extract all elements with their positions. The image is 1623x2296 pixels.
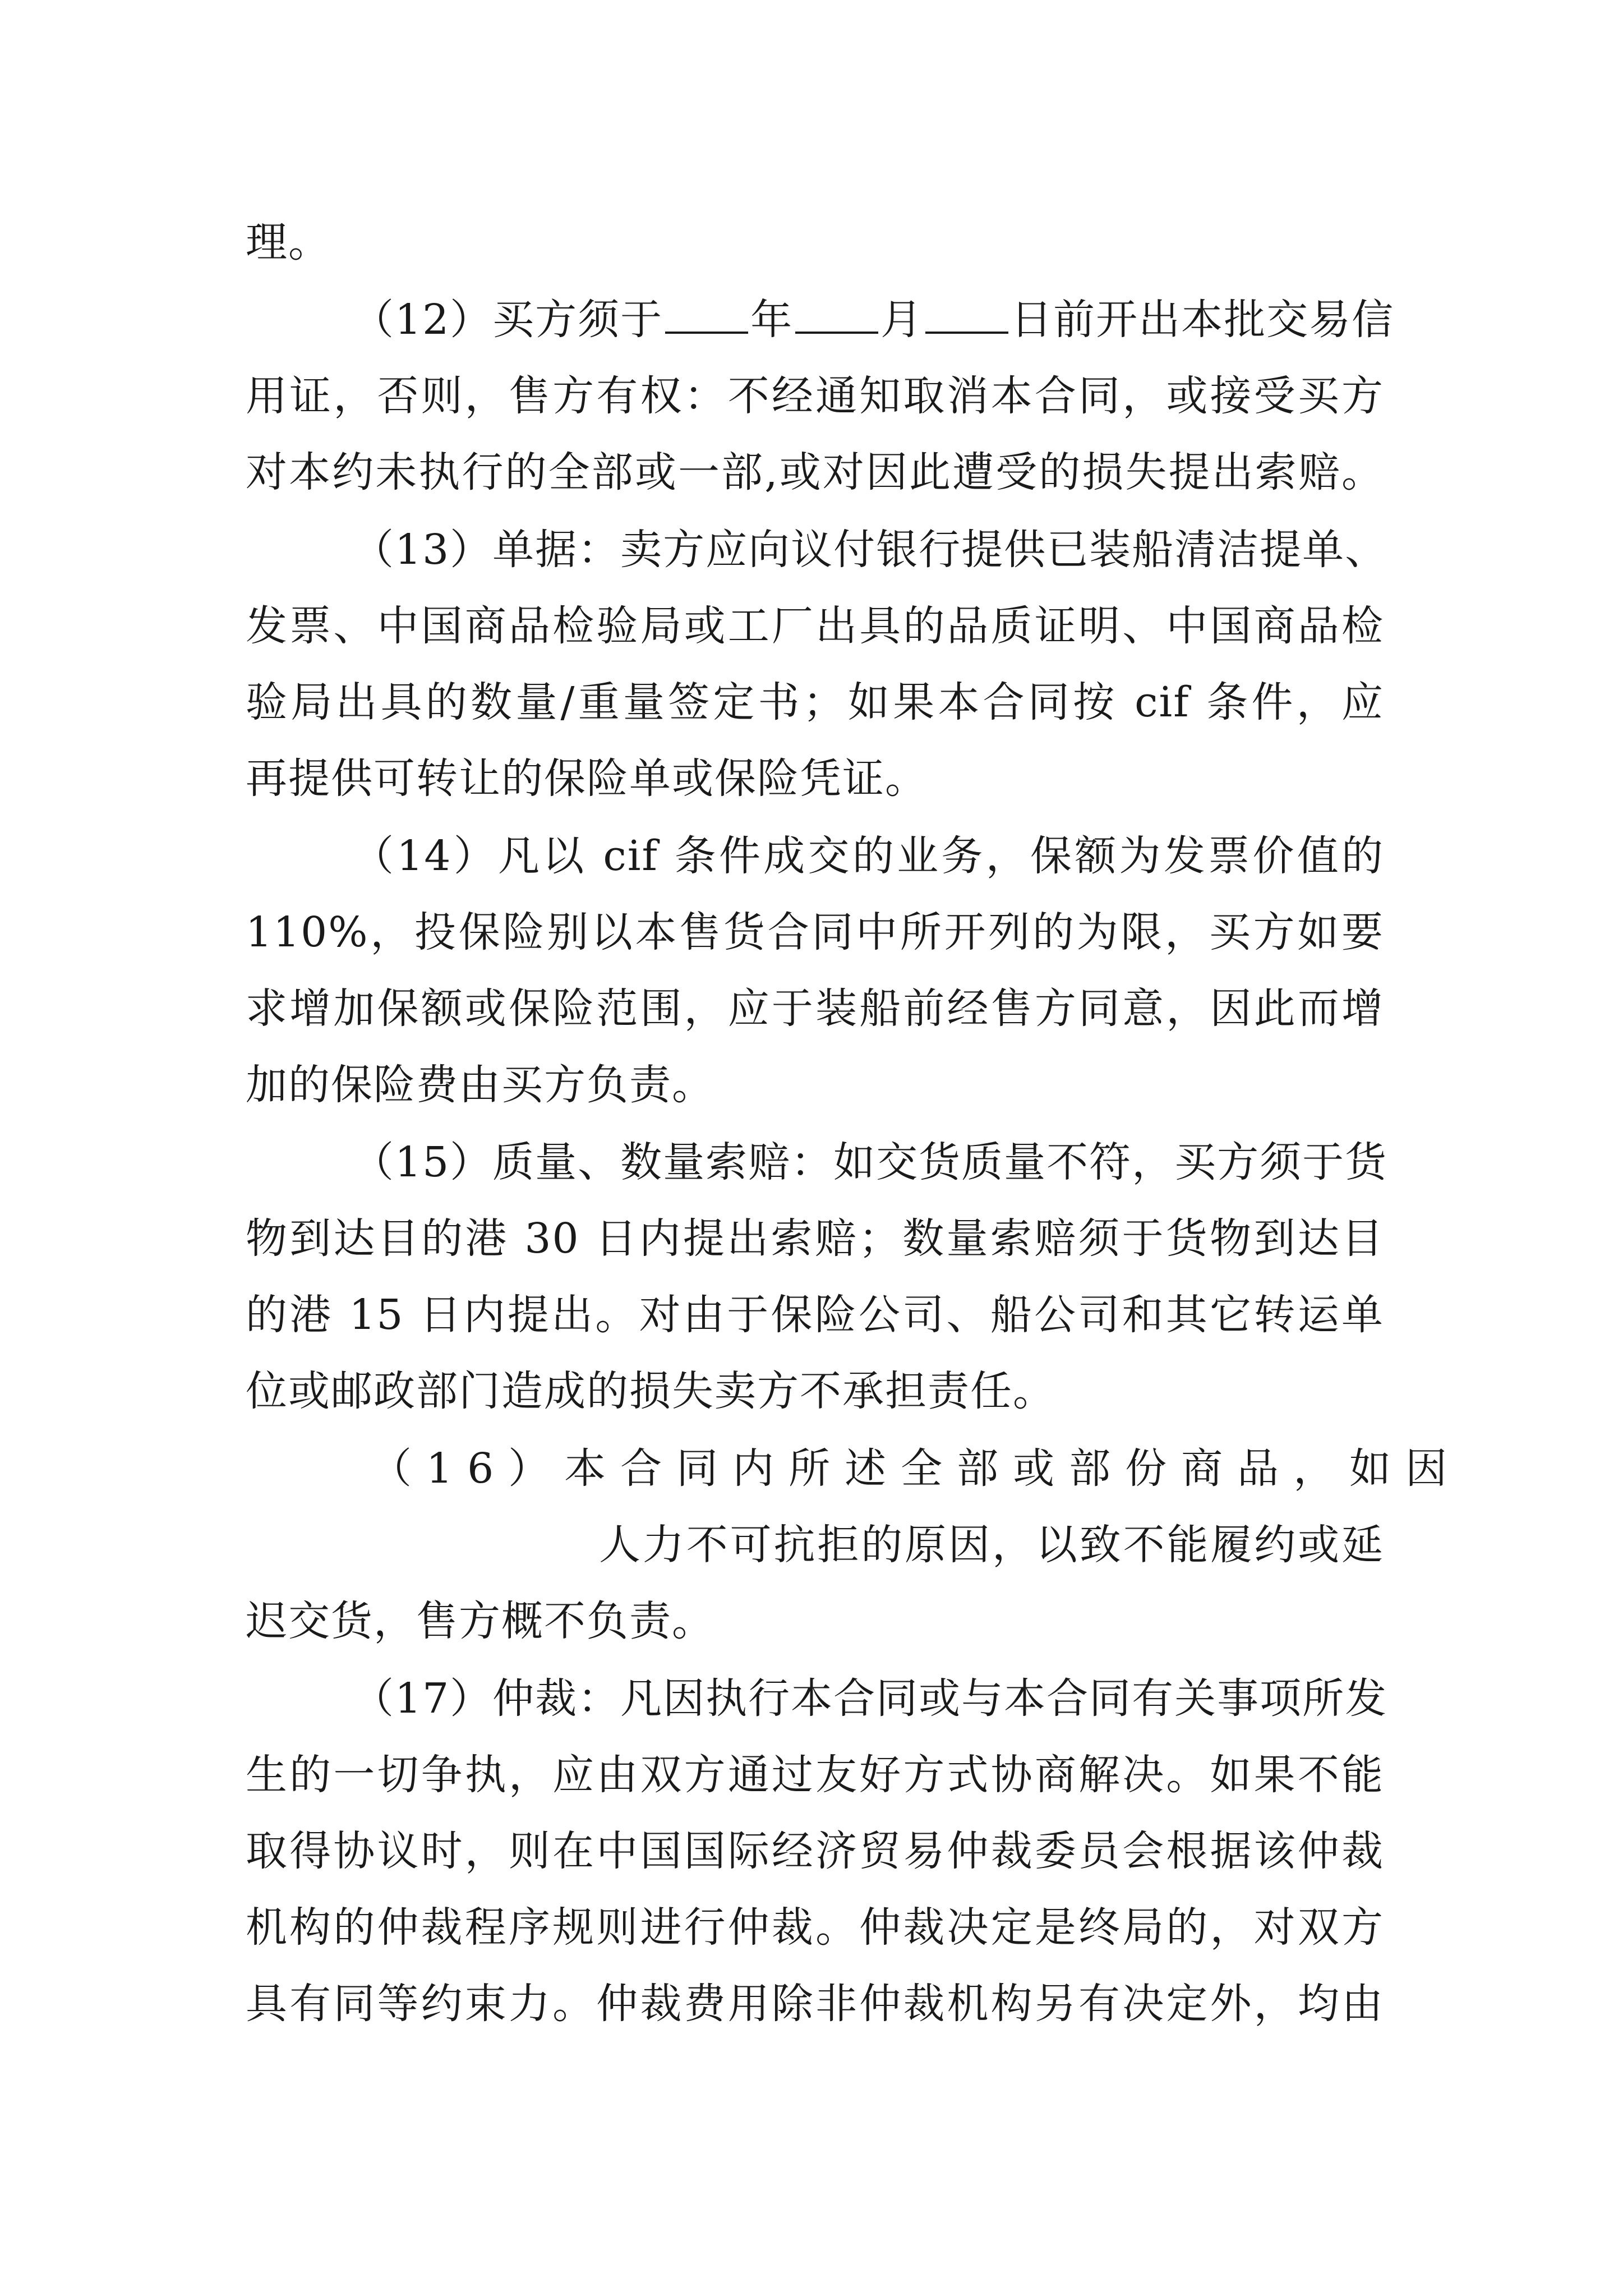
- clause-12-line-2: 用证，否则，售方有权：不经通知取消本合同，或接受买方: [246, 372, 1384, 420]
- clause-17-line-4: 机构的仲裁程序规则进行仲裁。仲裁决定是终局的，对双方: [246, 1903, 1384, 1952]
- clause-17-line-1: （17）仲裁：凡因执行本合同或与本合同有关事项所发: [352, 1674, 1388, 1723]
- clause-17-line-5: 具有同等约束力。仲裁费用除非仲裁机构另有决定外，均由: [246, 1980, 1384, 2028]
- date-blank-line: [665, 295, 748, 334]
- text-fragment: 日前开出本批交易信: [1011, 296, 1395, 344]
- clause-14-line-3: 求增加保额或保险范围，应于装船前经售方同意，因此而增: [246, 984, 1384, 1033]
- clause-16-line-2: 人力不可抗拒的原因，以致不能履约或延: [599, 1521, 1384, 1569]
- date-blank-line: [925, 295, 1008, 334]
- text-fragment: （12）买方须于: [352, 296, 663, 344]
- text-line: 理。: [246, 218, 331, 266]
- clause-15-line-4: 位或邮政部门造成的损失卖方不承担责任。: [246, 1367, 1055, 1415]
- clause-13-line-2: 发票、中国商品检验局或工厂出具的品质证明、中国商品检: [246, 602, 1384, 650]
- clause-17-line-3: 取得协议时，则在中国国际经济贸易仲裁委员会根据该仲裁: [246, 1827, 1384, 1875]
- clause-13-line-4: 再提供可转让的保险单或保险凭证。: [246, 754, 928, 803]
- clause-16-line-1: （16）本合同内所述全部或部份商品，如因: [370, 1444, 1462, 1493]
- clause-14-line-2: 110%，投保险别以本售货合同中所开列的为限，买方如要: [246, 908, 1384, 956]
- clause-15-line-1: （15）质量、数量索赔：如交货质量不符，买方须于货: [352, 1138, 1388, 1186]
- date-blank-line: [795, 295, 878, 334]
- clause-13-line-3: 验局出具的数量/重量签定书；如果本合同按 cif 条件，应: [246, 678, 1384, 726]
- clause-14-line-4: 加的保险费由买方负责。: [246, 1061, 714, 1109]
- clause-12-line-1: [352, 292, 1395, 348]
- text-fragment: 月: [880, 296, 924, 344]
- clause-17-line-2: 生的一切争执，应由双方通过友好方式协商解决。如果不能: [246, 1751, 1384, 1799]
- text-fragment: 年: [750, 296, 794, 344]
- clause-15-line-3: 的港 15 日内提出。对由于保险公司、船公司和其它转运单: [246, 1291, 1384, 1339]
- clause-16-line-3: 迟交货，售方概不负责。: [246, 1597, 714, 1645]
- clause-12-line-3: 对本约未执行的全部或一部,或对因此遭受的损失提出索赔。: [246, 448, 1384, 496]
- clause-13-line-1: （13）单据：卖方应向议付银行提供已装船清洁提单、: [352, 526, 1388, 574]
- clause-15-line-2: 物到达目的港 30 日内提出索赔；数量索赔须于货物到达目: [246, 1214, 1384, 1263]
- clause-14-line-1: （14）凡以 cif 条件成交的业务，保额为发票价值的: [352, 832, 1384, 880]
